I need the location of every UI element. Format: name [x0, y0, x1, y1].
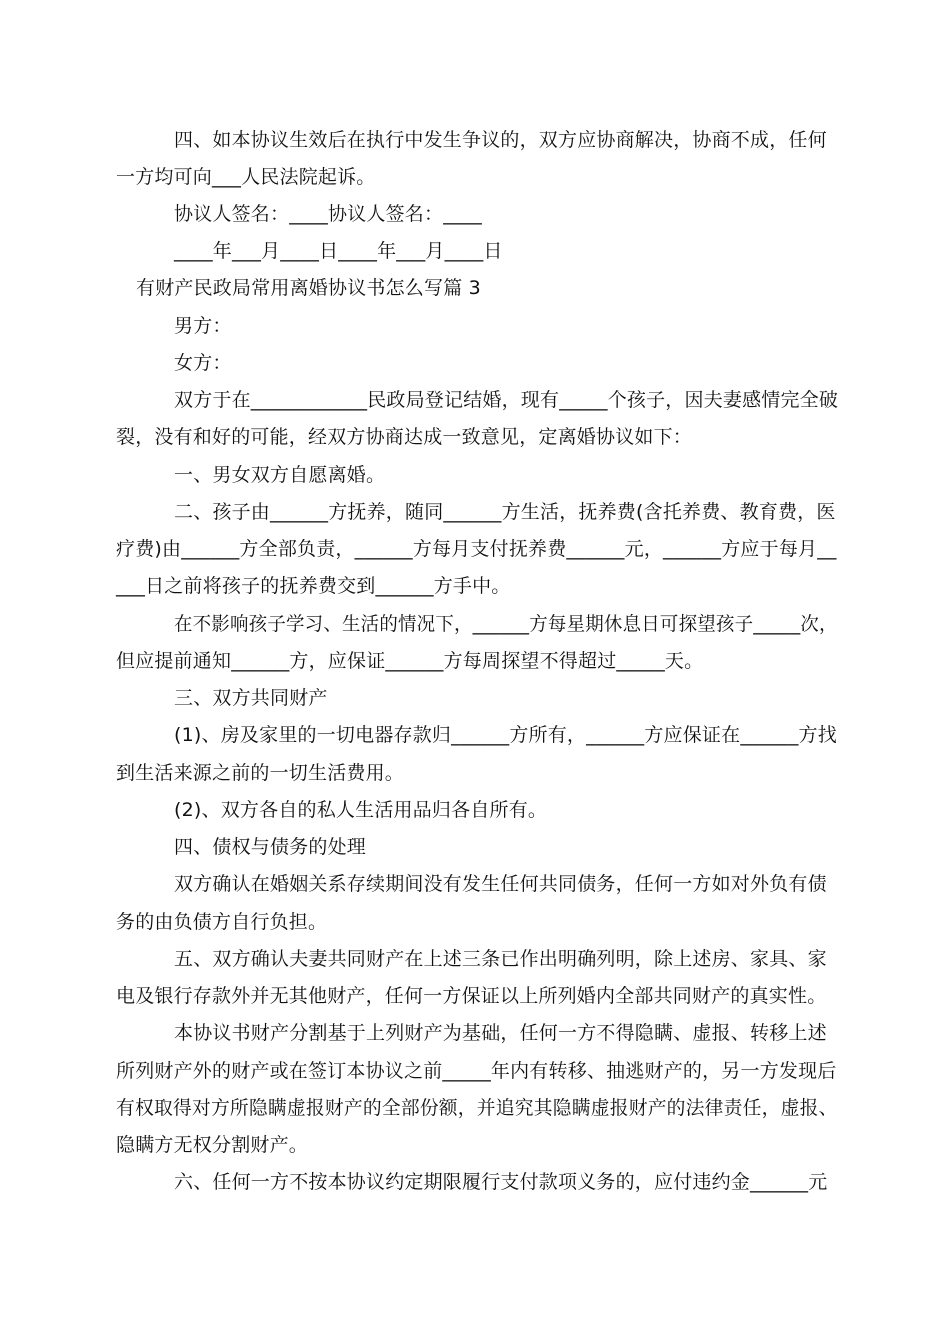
paragraph-line: 裂，没有和好的可能，经双方协商达成一致意见，定离婚协议如下：: [116, 426, 693, 448]
paragraph-line: 四、债权与债务的处理: [174, 836, 367, 858]
paragraph-line: 五、双方确认夫妻共同财产在上述三条已作出明确列明，除上述房、家具、家: [174, 948, 827, 970]
paragraph-line: 二、孩子由______方抚养，随同______方生活，抚养费(含托养费、教育费，医: [174, 501, 836, 523]
paragraph-line: 六、任何一方不按本协议约定期限履行支付款项义务的，应付违约金______元: [174, 1171, 828, 1193]
paragraph-line: 一、男女双方自愿离婚。: [174, 464, 386, 486]
paragraph-line: (1)、房及家里的一切电器存款归______方所有，______方应保证在______方找: [174, 724, 837, 746]
paragraph-line: 到生活来源之前的一切生活费用。: [116, 762, 405, 784]
paragraph-line: 在不影响孩子学习、生活的情况下，______方每星期休息日可探望孩子_____次，: [174, 613, 838, 635]
paragraph-line: 但应提前通知______方，应保证______方每周探望不得超过_____天。: [116, 650, 704, 672]
paragraph-line: 双方确认在婚姻关系存续期间没有发生任何共同债务，任何一方如对外负有债: [174, 873, 827, 895]
paragraph-line: 疗费)由______方全部负责，______方每月支付抚养费______元，______方应于每月__: [116, 538, 837, 560]
paragraph-line: 本协议书财产分割基于上列财产为基础，任何一方不得隐瞒、虚报、转移上述: [174, 1022, 827, 1044]
paragraph-line: 双方于在____________民政局登记结婚，现有_____个孩子，因夫妻感情完全破: [174, 389, 839, 411]
section-heading: 有财产民政局常用离婚协议书怎么写篇 3: [136, 277, 481, 299]
paragraph-line: 四、如本协议生效后在执行中发生争议的，双方应协商解决，协商不成，任何: [174, 129, 827, 151]
paragraph-line: 有权取得对方所隐瞒虚报财产的全部份额，并追究其隐瞒虚报财产的法律责任，虚报、: [116, 1097, 838, 1119]
paragraph-line: (2)、双方各自的私人生活用品归各自所有。: [174, 799, 548, 821]
paragraph-line: 一方均可向___人民法院起诉。: [116, 166, 376, 188]
paragraph-line: 男方：: [174, 315, 232, 337]
paragraph-line: ___日之前将孩子的抚养费交到______方手中。: [116, 575, 511, 597]
signature-line: 协议人签名：____协议人签名：____: [174, 203, 483, 225]
paragraph-line: 务的由负债方自行负担。: [116, 911, 328, 933]
paragraph-line: 隐瞒方无权分割财产。: [116, 1134, 309, 1156]
paragraph-line: 所列财产外的财产或在签订本协议之前_____年内有转移、抽逃财产的，另一方发现后: [116, 1060, 837, 1082]
paragraph-line: 电及银行存款外并无其他财产，任何一方保证以上所列婚内全部共同财产的真实性。: [116, 985, 827, 1007]
paragraph-line: 三、双方共同财产: [174, 687, 328, 709]
paragraph-line: 女方：: [174, 352, 232, 374]
date-line: ____年___月____日____年___月____日: [174, 240, 503, 262]
